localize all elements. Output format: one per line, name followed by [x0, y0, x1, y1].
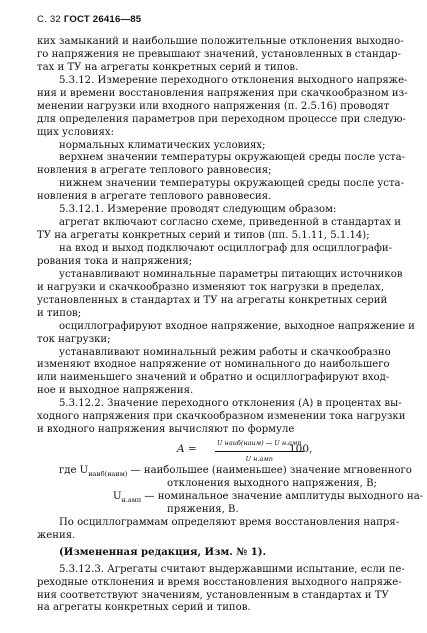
formula-numerator: U наиб(наим) — U н.амп	[215, 437, 304, 452]
text-line: ния и времени восстановления напряжения при скачкообразном из-	[37, 87, 408, 99]
condition-item: нижнем значении температуры окружающей среды после уста-	[59, 178, 404, 190]
text-line: ное и выходное напряжения.	[37, 385, 194, 397]
clause-5-3-12: 5.3.12. Измерение переходного отклонения выходного напряже-	[59, 74, 408, 86]
definition-text: — наибольшее (наименьшее) значение мгновенного	[127, 465, 412, 477]
definition-symbol: где U	[59, 465, 89, 477]
procedure-item: устанавливают номинальный режим работы и скачкообразно	[59, 346, 391, 358]
procedure-item: осциллографируют входное напряжение, выходное напряжение и	[59, 320, 415, 332]
condition-item: нормальных климатических условиях;	[59, 139, 266, 151]
text-line: ходного напряжения при скачкообразном изменении тока нагрузки	[37, 411, 406, 423]
text-line: ток нагрузки;	[37, 333, 111, 345]
text-line: По осциллограммам определяют время восстановления напря-	[59, 516, 400, 528]
definition-subscript: н.амп	[121, 495, 142, 504]
text-line: ких замыканий и наибольшие положительные отклонения выходно-	[37, 36, 404, 47]
definition-line	[37, 465, 412, 479]
standard-code: ГОСТ 26416—85	[63, 14, 142, 25]
text-line: новления в агрегате теплового равновесия.	[37, 191, 272, 203]
clause-5-3-12-1: 5.3.12.1. Измерение проводят следующим образом:	[59, 204, 337, 216]
text-line: установленных в стандартах и ТУ на агрегаты конкретных серий	[37, 294, 388, 306]
definition-subscript: наиб(наим)	[88, 470, 128, 479]
clause-5-3-12-3: 5.3.12.3. Агрегаты считают выдержавшими испытание, если пе-	[59, 563, 405, 575]
text-line: и входного напряжения вычисляют по формуле	[37, 424, 295, 436]
text-line: рования тока и напряжения;	[37, 255, 193, 267]
text-line: и нагрузки и скачкообразно изменяют ток нагрузки в пределах,	[37, 281, 384, 293]
document-body	[37, 36, 424, 615]
text-line: ТУ на агрегаты конкретных серий и типов (пп. 5.1.11, 5.1.14);	[37, 230, 370, 242]
formula-multiplier: 100,	[289, 443, 313, 456]
formula-denominator: U н.амп	[245, 455, 273, 464]
text-line: новления в агрегате теплового равновесия;	[37, 165, 272, 177]
text-line: щих условиях:	[37, 126, 114, 138]
page-header	[37, 14, 141, 25]
procedure-item: агрегат включают согласно схеме, приведенной в стандартах и	[59, 217, 402, 229]
procedure-item: устанавливают номинальные параметры питающих источников	[59, 268, 403, 280]
text-line: изменяют входное напряжение от номинального до наибольшего	[37, 359, 390, 371]
text-line: менении нагрузки или входного напряжения (п. 2.5.16) проводят	[37, 100, 390, 112]
condition-item: верхнем значении температуры окружающей среды после уста-	[59, 152, 406, 164]
formula	[37, 437, 399, 465]
text-line: или наименьшего значений и обратно и осциллографируют вход-	[37, 372, 390, 384]
text-line: на агрегаты конкретных серий и типов.	[37, 602, 251, 614]
text-line: тах и ТУ на агрегаты конкретных серий и типов.	[37, 61, 299, 73]
text-line: для определения параметров при переходном процессе при следую-	[37, 113, 406, 125]
amendment-note: (Измененная редакция, Изм. № 1).	[59, 546, 267, 558]
text-line: го напряжения не превышают значений, установленных в стандар-	[37, 48, 401, 60]
procedure-item: на вход и выход подключают осциллограф для осциллографи-	[59, 243, 393, 254]
text-line: пряжения, В.	[167, 503, 239, 515]
page-number: С. 32	[37, 14, 61, 25]
formula-lhs: A =	[177, 443, 197, 456]
definition-symbol: U	[113, 490, 122, 502]
text-line: и типов;	[37, 307, 82, 319]
text-line: реходные отклонения и время восстановления выходного напряже-	[37, 576, 402, 588]
text-line: жения.	[37, 529, 76, 541]
text-line: отклонения выходного напряжения, В;	[167, 478, 377, 489]
text-line: ния соответствуют значениям, установленным в стандартах и ТУ	[37, 589, 389, 601]
definition-line	[37, 490, 424, 504]
definition-text: — номинальное значение амплитуды выходного на-	[141, 490, 424, 502]
clause-5-3-12-2: 5.3.12.2. Значение переходного отклонения (A) в процентах вы-	[59, 398, 402, 410]
